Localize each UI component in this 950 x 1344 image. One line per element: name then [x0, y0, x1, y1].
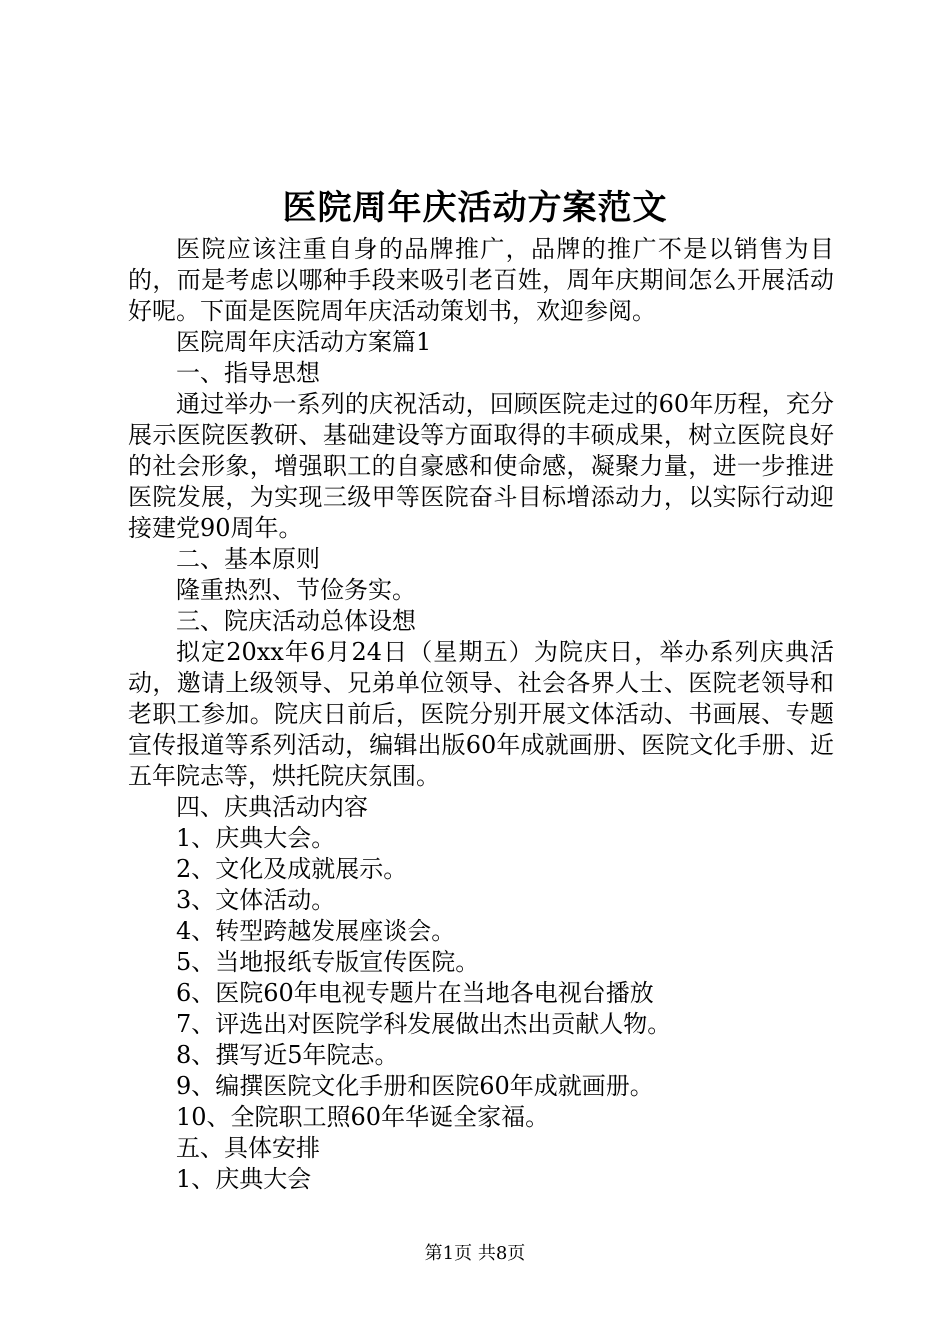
section-heading-basic-principles: 二、基本原则 [176, 545, 320, 573]
list-item: 1、庆典大会 [176, 1165, 312, 1193]
basic-principles-paragraph: 隆重热烈、节俭务实。 [176, 576, 416, 604]
section-heading-celebration-content: 四、庆典活动内容 [176, 793, 368, 821]
list-item: 10、全院职工照60年华诞全家福。 [176, 1103, 550, 1131]
section-heading-plan-1: 医院周年庆活动方案篇1 [176, 328, 432, 356]
list-item: 3、文体活动。 [176, 886, 336, 914]
guiding-ideology-paragraph: 通过举办一系列的庆祝活动，回顾医院走过的60年历程，充分展示医院医教研、基础建设等方面取得的丰硕成果，树立医院良好的社会形象，增强职工的自豪感和使命感，凝聚力量，进一步推进医院发展，为实现三级甲等医院奋斗目标增添动力，以实际行动迎接建党90周年。 [128, 390, 834, 542]
section-heading-overall-concept: 三、院庆活动总体设想 [176, 607, 416, 635]
overall-concept-paragraph: 拟定20xx年6月24日（星期五）为院庆日，举办系列庆典活动，邀请上级领导、兄弟单位领导、社会各界人士、医院老领导和老职工参加。院庆日前后，医院分别开展文体活动、书画展、专题宣传报道等系列活动，编辑出版60年成就画册、医院文化手册、近五年院志等，烘托院庆氛围。 [128, 638, 834, 790]
list-item: 6、医院60年电视专题片在当地各电视台播放 [176, 979, 654, 1007]
list-item: 4、转型跨越发展座谈会。 [176, 917, 456, 945]
page-footer: 第1页 共8页 [424, 1243, 526, 1264]
list-item: 9、编撰医院文化手册和医院60年成就画册。 [176, 1072, 654, 1100]
document-body [128, 234, 834, 1195]
list-item: 8、撰写近5年院志。 [176, 1041, 399, 1069]
intro-paragraph: 医院应该注重自身的品牌推广，品牌的推广不是以销售为目的，而是考虑以哪种手段来吸引老百姓，周年庆期间怎么开展活动好呢。下面是医院周年庆活动策划书，欢迎参阅。 [128, 235, 834, 325]
list-item: 2、文化及成就展示。 [176, 855, 408, 883]
list-item: 7、评选出对医院学科发展做出杰出贡献人物。 [176, 1010, 672, 1038]
list-item: 1、庆典大会。 [176, 824, 336, 852]
section-heading-specific-arrangements: 五、具体安排 [176, 1134, 320, 1162]
section-heading-guiding-ideology: 一、指导思想 [176, 359, 320, 387]
document-title: 医院周年庆活动方案范文 [282, 188, 668, 228]
list-item: 5、当地报纸专版宣传医院。 [176, 948, 480, 976]
